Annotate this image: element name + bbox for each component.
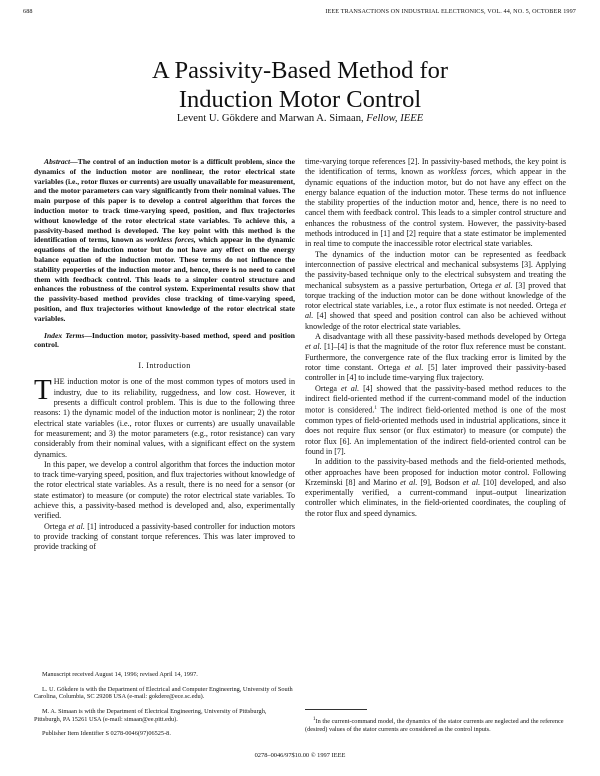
abstract-text-1: The control of an induction motor is a difficult problem, since the dynamics of the induction motor are nonlinear, the rotor electrical state variables (i.e., rotor fluxes or currents) are usually unavailable for measurement, and the motor parameters can vary significantly from their nominal values. The main purpose of this paper is to develop a control algorithm that forces the induction motor to track time-varying speed, position, and flux trajectories without knowledge of the rotor electrical state variables. To achieve this, a passivity-based method is developed. The key point with this method is the identification of terms, known as: [34, 157, 295, 245]
page-number: 688: [23, 8, 33, 15]
right-text-3a: A disadvantage with all these passivity-based methods developed by Ortega: [315, 332, 566, 342]
right-footnote: [305, 706, 566, 741]
abstract-label: Abstract—: [44, 157, 78, 166]
intro-paragraph-3: [34, 522, 295, 553]
right-paragraph-5: [305, 457, 566, 519]
right-text-3b: [1]–[4] is that the magnitude of the rotor flux reference must be constant. Furthermore, the convergence rate of the flux tracking error is limited by the rotor time constant. Ortega: [305, 342, 566, 372]
workless-forces-italic: workless forces,: [438, 167, 493, 177]
etal-3: et al.: [305, 342, 322, 352]
intro-text-1: HE induction motor is one of the most common types of motors used in industry, due to its reliability, ruggedness, and low cost. However, it presents a difficult control problem. This is due to the following three reasons: 1) the dynamic model of the induction motor is nonlinear; 2) the rotor electrical state variables (i.e., rotor fluxes or currents) are usually unavailable for measurement; and 3) the motor parameters (e.g., rotor resistance) can vary considerably from their nominal values, with a significant effect on the system dynamics.: [34, 377, 295, 459]
right-text-5b: [9], Bodson: [420, 477, 460, 487]
author-fellow: Fellow, IEEE: [366, 113, 424, 124]
right-text-1a: time-varying torque references [2]. In passivity-based methods, the key point is the identification of terms, known as: [305, 157, 566, 177]
right-paragraph-2: [305, 250, 566, 332]
right-text-4a: Ortega: [315, 383, 338, 393]
etal-1: et al.: [495, 280, 513, 290]
intro-paragraph-2: In this paper, we develop a control algorithm that forces the induction motor to track time-varying speed, position, and flux trajectories without knowledge of the rotor electrical state variables. As a result, there is no need for a sensor (or state estimator) to measure (or compute) the rotor electrical state variables. To achieve this, a passivity-based method is developed and, also, experimentally verified.: [34, 459, 295, 521]
right-text-4b: [4] showed that the passivity-based method reduces to the indirect field-oriented method if the current-command model of the induction motor is considered.: [305, 383, 567, 415]
intro-paragraph-1: [34, 374, 295, 459]
etal-6: et al.: [400, 477, 418, 487]
right-paragraph-1: [305, 157, 566, 250]
paper-title: [0, 56, 600, 114]
title-line-1: A Passivity-Based Method for: [151, 57, 449, 84]
author-names: Levent U. Gökdere and Marwan A. Simaan,: [176, 113, 364, 124]
intro-text-3c: [1] introduced a passivity-based controller for induction motors to provide tracking of constant torque references. This was later improved to provide tracking of: [34, 521, 295, 552]
etal-7: et al.: [462, 477, 481, 487]
footnote-author-1: L. U. Gökdere is with the Department of Electrical and Computer Engineering, University of South Carolina, Columbia, SC 29208 USA (e-mail: gokdere@ece.sc.edu).: [34, 685, 293, 701]
left-column: [34, 157, 295, 552]
footnote-rule: [305, 709, 367, 710]
right-column: [305, 157, 566, 519]
right-text-2a: The dynamics of the induction motor can be represented as feedback interconnection of passive electrical and mechanical subsystems [3]. Applying the passivity-based technique only to the electrical subsystem and treating the mechanical subsystem as a passive perturbation, Ortega: [305, 249, 566, 290]
intro-text-3a: Ortega: [44, 521, 67, 531]
footnote-text: In the current-command model, the dynamics of the stator currents are neglected and the reference (desired) values of the stator currents are considered as the control inputs.: [305, 718, 564, 734]
index-terms-text: Induction motor, passivity-based method, speed and position control.: [34, 330, 295, 350]
right-paragraph-4: [305, 384, 566, 458]
abstract-italic: workless forces,: [145, 235, 196, 245]
footnote-identifier: Publisher Item Identifier S 0278-0046(97)06525-8.: [42, 729, 171, 737]
section-heading-introduction: I. Introduction: [138, 361, 191, 371]
right-paragraph-3: [305, 332, 566, 383]
copyright-line: 0278–0046/97$10.00 © 1997 IEEE: [254, 752, 346, 759]
title-line-2: Induction Motor Control: [178, 86, 422, 113]
journal-header: IEEE TRANSACTIONS ON INDUSTRIAL ELECTRONICS, VOL. 44, NO. 5, OCTOBER 1997: [325, 8, 576, 15]
footnote-author-2: M. A. Simaan is with the Department of Electrical Engineering, University of Pittsburgh, Pittsburgh, PA 15261 USA (e-mail: simaan@ee.pitt.edu).: [34, 707, 267, 723]
abstract: [34, 157, 295, 350]
right-text-3c: [5] later improved their passivity-based controller in [4] to include time-varying flux trajectory.: [305, 362, 566, 383]
intro-etal: et al.: [68, 521, 85, 531]
abstract-text-2: which appear in the dynamic equations of the induction motor but do not have any effect on the energy balance equation of the induction motor. These terms do not influence the stability properties of the induction motor and, hence, there is no need to cancel them with feedback control. This leads to a simpler control structure and enhances the robustness of the control system. Experimental results show that the passivity-based method provides close tracking of time-varying speed, position, and flux trajectories without knowledge of the rotor electrical state variables.: [34, 235, 296, 323]
right-text-5a: In addition to the passivity-based methods and the field-oriented methods, other approaches have been proposed for induction motor control. Following Krzeminski [8] and Marino: [305, 457, 566, 487]
right-text-2c: [4] showed that speed and position control can also be achieved without knowledge of the rotor electrical state variables.: [305, 311, 566, 331]
author-line: [0, 113, 600, 124]
footnote-received: Manuscript received August 14, 1996; revised April 14, 1997.: [42, 671, 198, 679]
etal-2: et al.: [305, 301, 566, 321]
manuscript-footnotes: [34, 665, 295, 744]
footnote-number: 1: [313, 717, 316, 723]
index-terms-label: Index Terms—: [44, 330, 92, 340]
drop-cap: T: [34, 374, 52, 407]
right-text-1b: which appear in the dynamic equations of the induction motor, but do not have any effect on the energy balance equation of the induction motor. These terms do not influence the stability properties of the induction motor and, hence, there is no need to cancel them with feedback control. This leads to a simpler control structure and enhances the robustness of the control system. However, the passivity-based methods introduced in [1] and [2] require that a state estimator be implemented in real time to compute the inaccessible rotor electrical state variables.: [305, 167, 567, 249]
etal-5: et al.: [341, 383, 360, 393]
footnote-marker: 1: [374, 406, 377, 412]
etal-4: et al.: [404, 362, 424, 372]
right-text-5c: [10] developed, and also experimentally verified, a current-command input–output linearization controller which eliminates, in the field-oriented coordinates, the coupling of the rotor flux and speed dynamics.: [305, 477, 566, 518]
right-text-4c: The indirect field-oriented method is one of the most common types of field-oriented methods used in industrial applications, since it does not require flux sensor (or flux estimator) to measure (or compute) the rotor flux [6]. An implementation of the indirect field-oriented control can be found in [7].: [305, 405, 566, 456]
right-text-2b: [3] proved that torque tracking of the induction motor can be done without knowledge of the rotor electrical state variables, i.e., a rotor flux estimate is not needed. Ortega: [305, 280, 566, 311]
